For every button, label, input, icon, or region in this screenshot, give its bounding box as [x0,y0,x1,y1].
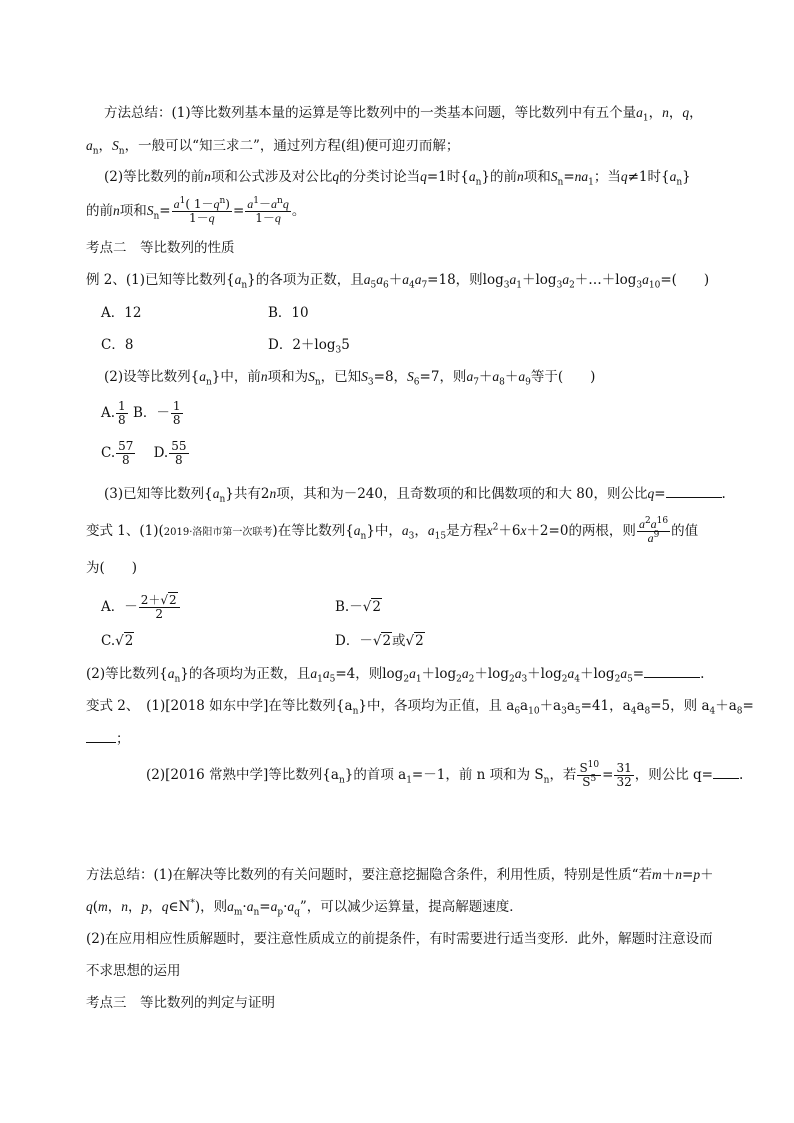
variant1-q2: (2)等比数列$\{a_n\}$的各项均为正数，且$a_1a_5=4$，则$\log_2a_1+\log_2a_2+\log_2a_3+\log_2a_4+\log_2a_5=$ . [86,663,704,685]
method2-line2: q(m，n，p，q∈N*)，则$a_m\cdot a_n=a_p\cdot a_q$”，可以减少运算量，提高解题速度． [86,898,523,918]
method1-line1: 方法总结：(1)等比数列基本量的运算是等比数列中的一类基本问题，等比数列中有五个量$a_1$，n，q， [104,105,703,124]
method2-line1: 方法总结：(1)在解决等比数列的有关问题时，要注意挖掘隐含条件，利用性质，特别是性质“若m＋n=p＋ [86,867,714,883]
variant1-q1-cont: 为( ) [86,560,138,576]
answer-blank [666,483,722,498]
q2-options-cd: C. $\frac{57}{8}$ D. $\frac{55}{8}$ [101,439,187,467]
option-c: C．8 [101,337,134,353]
sum-formula-frac2: $\frac{a^1-a^nq}{1-q}$ [247,196,289,225]
variant1-q1: 变式 1、(1)(2019·洛阳市第一次联考)在等比数列$\{a_n\}$中，$a_3$，$a_{15}$是方程$x^2+6x+2=0$的两根，则 $\frac{a^2a^{16}}{a^9}$ 的值 [86,516,699,545]
sum-formula-frac1: $\frac{a^1( 1-q^n)}{1-q}$ [173,196,230,225]
example2-q3: (3)已知等比数列$\{a_n\}$共有2n项，其和为－240，且奇数项的和比偶数项的和大 80，则公比q= . [104,483,726,505]
variant2-q1-blank: ； [86,728,130,750]
option-b: B．10 [268,305,309,321]
method2-line3: (2)在应用相应性质解题时，要注意性质成立的前提条件，有时需要进行适当变形．此外，解题时注意设而 [86,931,713,947]
section-heading-3: 考点三 等比数列的判定与证明 [86,995,275,1011]
method1-line4: 的前n项和$S_n=$ $\frac{a^1( 1-q^n)}{1-q}$ = $\frac{a^1-a^nq}{1-q}$ 。 [86,196,306,225]
example2-q2: (2)设等比数列$\{a_n\}$中，前n项和为$S_n$，已知$S_3=8$，$S_6=7$，则$a_7+a_8+a_9$等于( ) [104,369,596,388]
example2-q1: 例 2、(1)已知等比数列$\{a_n\}$的各项为正数，且$a_5a_6+a_4a_7=18$，则$\log_3a_1+\log_3a_2+\dots+\log_3a_{10}=$( ) [86,272,710,291]
section-heading-2: 考点二 等比数列的性质 [86,240,235,256]
variant2-q1: 变式 2、 (1)[2018 如东中学]在等比数列$\{a_n\}$中，各项均为正值，且 $a_6a_{10}+a_3a_5=41$，$a_4a_8=5$，则 $a_4+a_8=$ [86,698,754,717]
v1-option-d: D．－√2或√2 [335,633,424,649]
option-d: D．$2+\log_35$ [268,337,350,356]
option-a: A．12 [101,305,142,321]
v1-option-b: B.－√2 [335,599,381,615]
method1-line2: $a_n$，$S_n$，一般可以“知三求二”，通过列方程(组)便可迎刃而解； [86,138,460,157]
v1-option-a: A．－ $\frac{2+√2}{2}$ [101,592,181,622]
variant2-q2: (2)[2016 常熟中学]等比数列$\{a_n\}$的首项 $a_1=-1$，前 n 项和为 $S_n$，若 $\frac{S^{10}}{S^5}$ = $\frac{31}{32}$ ，则公比 q= . [146,760,744,789]
method2-line4: 不求思想的运用 [86,963,181,979]
method1-line3: (2)等比数列的前n项和公式涉及对公比q的分类讨论当q=1时$\{a_n\}$的前n项和$S_n=na_1$；当q≠1时$\{a_n\}$ [104,169,691,188]
v1-option-c: C.√2 [101,633,134,649]
q2-options-ab: A. $\frac{1}{8}$ B．－ $\frac{1}{8}$ [101,399,181,427]
